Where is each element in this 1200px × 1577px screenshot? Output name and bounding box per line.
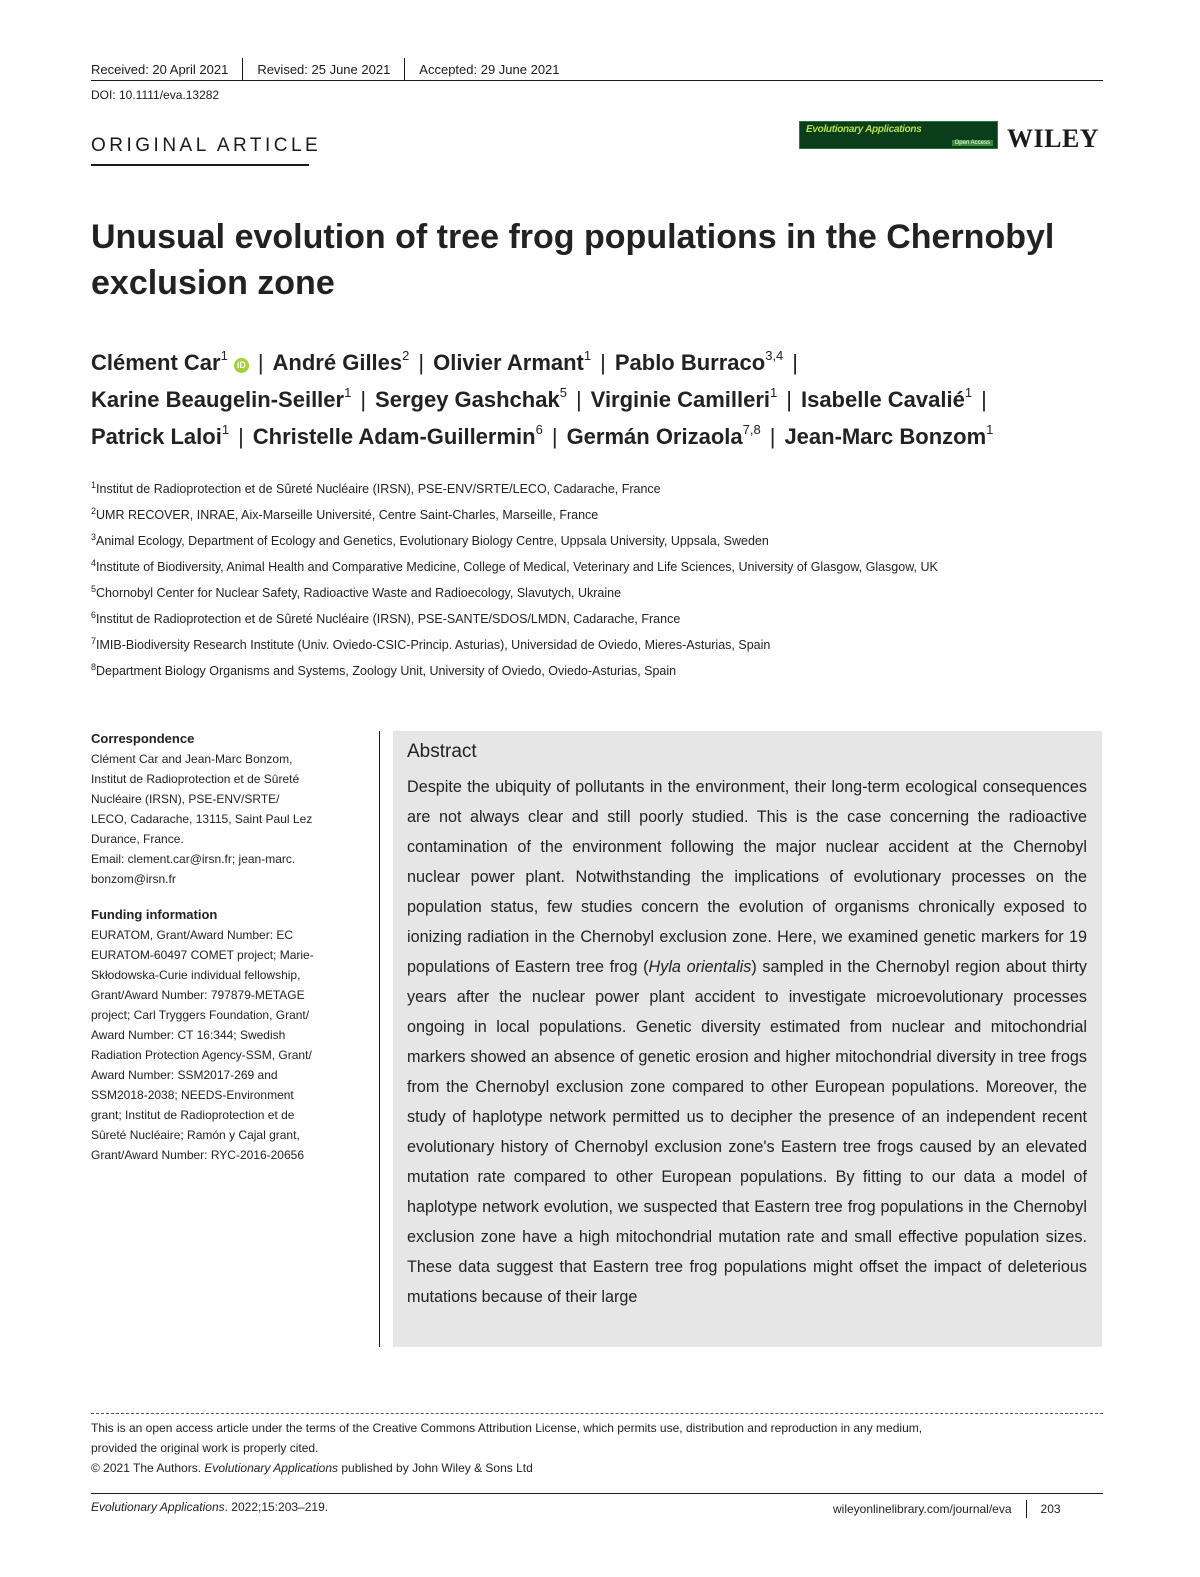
- author-name[interactable]: Virginie Camilleri: [590, 387, 771, 412]
- author-affiliation-marker: 1: [221, 422, 230, 437]
- journal-url[interactable]: wileyonlinelibrary.com/journal/eva: [833, 1502, 1012, 1516]
- affiliation-item: $^2$UMR RECOVER, INRAE, Aix-Marseille Université, Centre Saint-Charles, Marseille, France: [91, 506, 599, 522]
- correspondence-heading: Correspondence: [91, 731, 195, 746]
- affiliation-item: $^6$Institut de Radioprotection et de Sûreté Nucléaire (IRSN), PSE-SANTE/SDOS/LMDN, Cadarache, France: [91, 610, 681, 626]
- article-type-underline: [91, 164, 309, 166]
- author-separator: |: [360, 387, 367, 412]
- affiliations: [91, 476, 1103, 684]
- author-affiliation-marker: 1: [583, 348, 592, 363]
- journal-logo-text: Evolutionary Applications: [806, 124, 922, 135]
- affiliation-item: $^7$IMIB-Biodiversity Research Institute (Univ. Oviedo-CSIC-Princip. Asturias), Universidad de Oviedo, Mieres-Asturias, Spain: [91, 636, 771, 652]
- author-name[interactable]: Clément Car: [91, 350, 221, 375]
- abstract-text: Despite the ubiquity of pollutants in the environment, their long-term ecological consequences are not always clear and still poorly studied. This is the case concerning the radioactive contamination of the environment following the major nuclear accident at the Chernobyl nuclear power plant. Notwithstanding the implications of evolutionary processes on the population status, few studies concern the evolution of organisms chronically exposed to ionizing radiation in the Chernobyl exclusion zone. Here, we examined genetic markers for 19 populations of Eastern tree frog (Hyla orientalis) sampled in the Chernobyl region about thirty years after the nuclear power plant accident to investigate microevolutionary processes ongoing in local populations. Genetic diversity estimated from nuclear and mitochondrial markers showed an absence of genetic erosion and higher mitochondrial diversity in tree frogs from the Chernobyl exclusion zone compared to other European populations. Moreover, the study of haplotype network permitted us to decipher the presence of an independent recent evolutionary history of Chernobyl exclusion zone's Eastern tree frogs caused by an elevated mutation rate compared to other European populations. By fitting to our data a model of haplotype network evolution, we suspected that Eastern tree frog populations in the Chernobyl exclusion zone have a high mitochondrial mutation rate and small effective population sizes. These data suggest that Eastern tree frog populations might offset the impact of deleterious mutations because of their large: [407, 778, 1087, 1306]
- divider: [1026, 1500, 1027, 1518]
- header-rule: [91, 80, 1103, 81]
- correspondence-line: bonzom@irsn.fr: [91, 872, 176, 886]
- funding-line: Sûreté Nucléaire; Ramón y Cajal grant,: [91, 1128, 300, 1142]
- funding-line: Grant/Award Number: 797879-METAGE: [91, 988, 305, 1002]
- author-name[interactable]: Patrick Laloi: [91, 424, 222, 449]
- footer-rule: [91, 1493, 1103, 1494]
- author-separator: |: [600, 350, 606, 375]
- correspondence-line: Institut de Radioprotection et de Sûreté: [91, 772, 300, 786]
- author-list: [91, 344, 1103, 455]
- page-number: 203: [1040, 1502, 1061, 1516]
- revised-date: Revised: 25 June 2021: [257, 61, 391, 77]
- divider: [242, 58, 243, 80]
- author-affiliation-marker: 6: [535, 422, 543, 437]
- author-affiliation-marker: 3,4: [765, 348, 784, 363]
- accepted-date: Accepted: 29 June 2021: [419, 61, 560, 77]
- funding-line: Award Number: SSM2017-269 and: [91, 1068, 278, 1082]
- author-affiliation-marker: 2: [402, 348, 410, 363]
- author-separator: |: [238, 424, 244, 449]
- author-affiliation-marker: 1: [986, 422, 994, 437]
- article-type: ORIGINAL ARTICLE: [91, 135, 322, 156]
- column-divider: [379, 731, 380, 1347]
- author-name[interactable]: Karine Beaugelin-Seiller: [91, 387, 345, 412]
- affiliation-item: $^1$Institut de Radioprotection et de Sûreté Nucléaire (IRSN), PSE-ENV/SRTE/LECO, Cadarache, France: [91, 480, 661, 496]
- affiliation-item: $^5$Chornobyl Center for Nuclear Safety, Radioactive Waste and Radioecology, Slavutych, Ukraine: [91, 584, 622, 600]
- species-name: Hyla orientalis: [648, 958, 752, 976]
- funding-text: [91, 925, 366, 1165]
- author-name[interactable]: André Gilles: [272, 350, 403, 375]
- author-name[interactable]: Christelle Adam-Guillermin: [252, 424, 536, 449]
- author-separator: |: [792, 350, 799, 375]
- author-separator: |: [769, 424, 776, 449]
- author-separator: |: [786, 387, 792, 412]
- funding-line: Grant/Award Number: RYC-2016-20656: [91, 1148, 304, 1162]
- funding-line: EURATOM-60497 COMET project; Marie-: [91, 948, 314, 962]
- author-separator: |: [257, 350, 264, 375]
- funding-line: project; Carl Tryggers Foundation, Grant/: [91, 1008, 310, 1022]
- funding-line: Skłodowska-Curie individual fellowship,: [91, 968, 301, 982]
- author-affiliation-marker: 1: [770, 385, 778, 400]
- doi[interactable]: DOI: 10.1111/eva.13282: [91, 88, 220, 102]
- affiliation-item: $^4$Institute of Biodiversity, Animal Health and Comparative Medicine, College of Medical, Veterinary and Life Sciences, University of Glasgow, Glasgow, UK: [91, 558, 938, 574]
- license-line: provided the original work is properly cited.: [91, 1441, 319, 1455]
- open-access-tag: Open Access: [952, 140, 993, 146]
- correspondence-line: LECO, Cadarache, 13115, Saint Paul Lez: [91, 812, 313, 826]
- author-name[interactable]: Jean-Marc Bonzom: [784, 424, 987, 449]
- author-affiliation-marker: 7,8: [742, 422, 761, 437]
- license-note: [91, 1418, 1103, 1478]
- publication-dates: [91, 58, 560, 80]
- license-line: This is an open access article under the terms of the Creative Commons Attribution License, which permits use, distribution and reproduction in any medium,: [91, 1421, 923, 1435]
- correspondence-line: Clément Car and Jean-Marc Bonzom,: [91, 752, 293, 766]
- copyright-line: © 2021 The Authors. Evolutionary Applications published by John Wiley & Sons Ltd: [91, 1461, 533, 1475]
- correspondence-line: Durance, France.: [91, 832, 184, 846]
- footer-right: [833, 1500, 1061, 1518]
- citation: Evolutionary Applications. 2022;15:203–219.: [91, 1500, 329, 1514]
- orcid-icon[interactable]: iD: [234, 358, 249, 373]
- correspondence-line: Nucléaire (IRSN), PSE-ENV/SRTE/: [91, 792, 280, 806]
- publisher-logo: WILEY: [1007, 124, 1100, 153]
- affiliation-item: $^8$Department Biology Organisms and Systems, Zoology Unit, University of Oviedo, Oviedo-Asturias, Spain: [91, 662, 677, 678]
- received-date: Received: 20 April 2021: [91, 61, 229, 77]
- author-name[interactable]: Olivier Armant: [433, 350, 584, 375]
- funding-line: Radiation Protection Agency-SSM, Grant/: [91, 1048, 312, 1062]
- correspondence-line: Email: clement.car@irsn.fr; jean-marc.: [91, 852, 296, 866]
- funding-line: SSM2018-2038; NEEDS-Environment: [91, 1088, 294, 1102]
- correspondence-text: [91, 749, 366, 889]
- author-affiliation-marker: 1: [344, 385, 352, 400]
- author-separator: |: [575, 387, 582, 412]
- author-separator: |: [981, 387, 987, 412]
- author-affiliation-marker: 5: [559, 385, 567, 400]
- author-name[interactable]: Isabelle Cavalié: [800, 387, 965, 412]
- funding-line: EURATOM, Grant/Award Number: EC: [91, 928, 294, 942]
- author-separator: |: [551, 424, 558, 449]
- divider: [404, 58, 405, 80]
- author-separator: |: [418, 350, 425, 375]
- article-title: Unusual evolution of tree frog populations in the Chernobyl exclusion zone: [91, 218, 1055, 302]
- author-affiliation-marker: 1: [964, 385, 973, 400]
- author-name[interactable]: Sergey Gashchak: [375, 387, 560, 412]
- funding-line: Award Number: CT 16:344; Swedish: [91, 1028, 286, 1042]
- funding-line: grant; Institut de Radioprotection et de: [91, 1108, 295, 1122]
- journal-logo: [799, 121, 998, 149]
- author-name[interactable]: Germán Orizaola: [566, 424, 743, 449]
- author-name[interactable]: Pablo Burraco: [614, 350, 766, 375]
- footnote-rule: [91, 1413, 1103, 1414]
- side-column: [91, 729, 366, 1165]
- affiliation-item: $^3$Animal Ecology, Department of Ecology and Genetics, Evolutionary Biology Centre, Uppsala University, Uppsala, Sweden: [91, 532, 769, 548]
- abstract-box: [393, 731, 1102, 1347]
- funding-heading: Funding information: [91, 907, 218, 922]
- abstract-heading: Abstract: [407, 741, 477, 762]
- author-affiliation-marker: 1: [220, 348, 228, 363]
